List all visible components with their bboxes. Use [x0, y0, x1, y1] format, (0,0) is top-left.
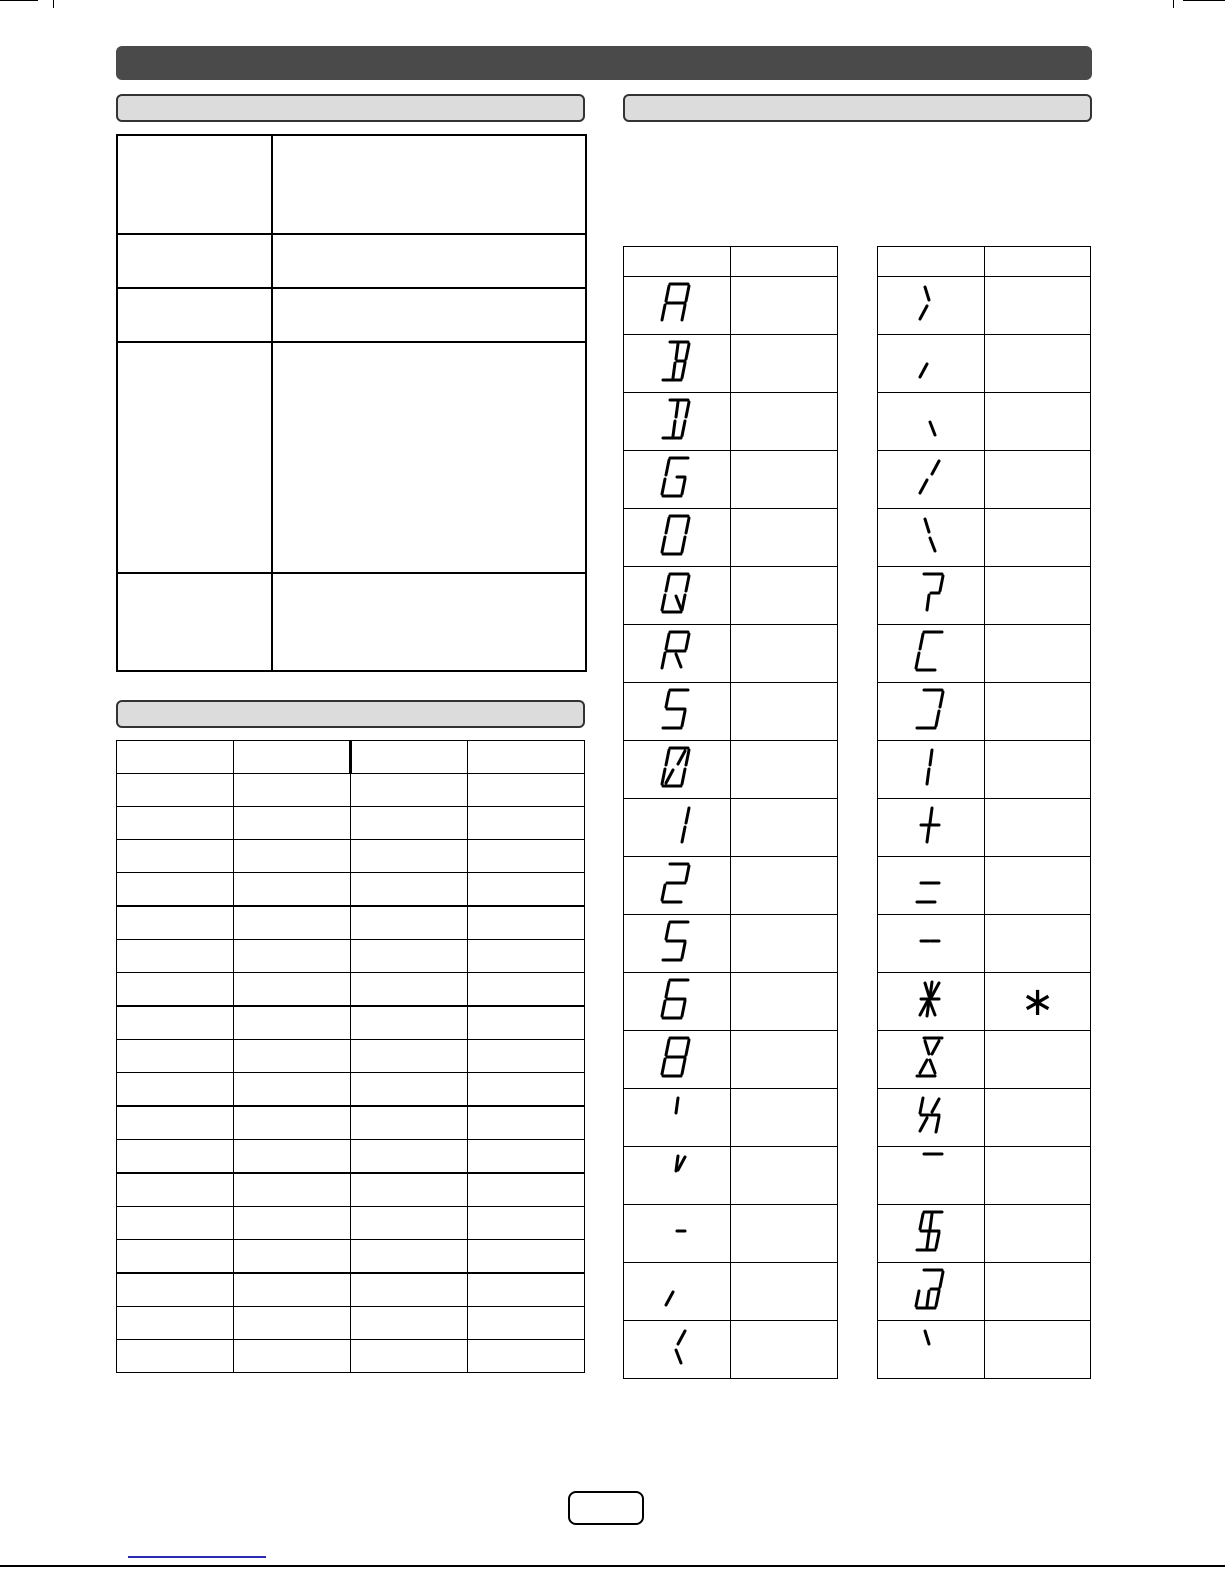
display-glyph-cell	[878, 509, 985, 567]
display-glyph-cell	[878, 1147, 985, 1205]
table-cell	[117, 741, 234, 774]
character-cell	[985, 393, 1091, 451]
segment-glyph-G-icon	[657, 454, 697, 500]
table-cell	[351, 1140, 468, 1174]
table-cell	[468, 1240, 585, 1274]
table-cell	[117, 1073, 234, 1107]
spec-label	[117, 234, 272, 288]
table-row	[117, 840, 585, 873]
char-table-right	[877, 246, 1091, 1379]
char-row	[624, 799, 838, 857]
char-row	[878, 1205, 1091, 1263]
table-cell	[468, 1340, 585, 1373]
table-cell	[234, 873, 351, 907]
table-cell	[351, 873, 468, 907]
segment-glyph-tick-icon	[911, 1324, 951, 1370]
table-row	[117, 1106, 585, 1140]
spec-value	[272, 135, 586, 234]
char-row	[624, 1263, 838, 1321]
page-title-bar	[116, 46, 1092, 80]
character-cell	[985, 277, 1091, 335]
display-glyph-cell	[878, 973, 985, 1031]
segment-glyph-plus-icon	[911, 802, 951, 848]
table-row	[117, 1006, 585, 1040]
segment-glyph-dash-icon	[657, 1208, 697, 1254]
display-glyph-cell	[624, 625, 731, 683]
character-cell	[731, 799, 838, 857]
character-cell	[985, 1089, 1091, 1147]
display-glyph-cell	[624, 1205, 731, 1263]
segment-glyph-star-icon	[911, 976, 951, 1022]
character-cell	[731, 973, 838, 1031]
table-cell	[351, 1040, 468, 1073]
display-glyph-cell	[624, 857, 731, 915]
column-header	[985, 247, 1091, 277]
character-cell	[731, 1089, 838, 1147]
table-cell	[468, 741, 585, 774]
char-row	[624, 1031, 838, 1089]
char-row	[878, 683, 1091, 741]
table-cell	[351, 906, 468, 940]
segment-glyph-question-icon	[911, 570, 951, 616]
table-cell	[351, 1240, 468, 1274]
segment-glyph-minus-icon	[911, 918, 951, 964]
table-cell	[468, 1273, 585, 1307]
table-row	[117, 940, 585, 973]
table-cell	[351, 973, 468, 1007]
char-row	[878, 1089, 1091, 1147]
char-row	[624, 335, 838, 393]
column-header	[731, 247, 838, 277]
segment-glyph-S-icon	[657, 686, 697, 732]
display-glyph-cell	[878, 567, 985, 625]
table-cell	[234, 1040, 351, 1073]
display-glyph-cell	[878, 1263, 985, 1321]
character-cell	[985, 973, 1091, 1031]
char-row	[878, 915, 1091, 973]
section-header-left-bottom	[116, 700, 585, 728]
char-row	[624, 625, 838, 683]
display-glyph-cell	[624, 451, 731, 509]
table-cell	[117, 1040, 234, 1073]
display-glyph-cell	[878, 915, 985, 973]
table-cell	[468, 1307, 585, 1340]
character-label: ∗	[1020, 978, 1055, 1025]
char-row	[878, 277, 1091, 335]
character-cell	[985, 1205, 1091, 1263]
table-cell	[351, 1307, 468, 1340]
table-cell	[351, 1173, 468, 1207]
table-row	[117, 873, 585, 907]
table-cell	[468, 940, 585, 973]
segment-glyph-5-icon	[657, 918, 697, 964]
table-cell	[234, 1006, 351, 1040]
character-cell	[731, 1205, 838, 1263]
table-cell	[468, 1073, 585, 1107]
character-cell	[731, 567, 838, 625]
character-cell	[731, 1147, 838, 1205]
char-row	[624, 509, 838, 567]
character-cell	[985, 741, 1091, 799]
character-cell	[731, 1263, 838, 1321]
segment-glyph-A-icon	[657, 280, 697, 326]
char-row	[878, 1321, 1091, 1379]
character-cell	[985, 1263, 1091, 1321]
crop-mark	[0, 0, 38, 1]
display-glyph-cell	[878, 741, 985, 799]
character-cell	[731, 1031, 838, 1089]
char-row	[624, 393, 838, 451]
table-cell	[234, 807, 351, 840]
segment-glyph-comma-icon	[657, 1266, 697, 1312]
table-row	[117, 1040, 585, 1073]
display-glyph-cell	[878, 335, 985, 393]
char-table-left	[623, 246, 838, 1379]
char-table-header	[624, 247, 838, 277]
table-cell	[117, 1240, 234, 1274]
table-cell	[468, 774, 585, 807]
char-row	[624, 915, 838, 973]
table-row	[117, 807, 585, 840]
character-cell	[985, 1321, 1091, 1379]
table-cell	[468, 840, 585, 873]
character-cell	[985, 1147, 1091, 1205]
table-cell	[117, 1140, 234, 1174]
table-cell	[117, 807, 234, 840]
segment-glyph-percent-icon	[911, 1092, 951, 1138]
char-row	[624, 1089, 838, 1147]
segment-glyph-dollar-icon	[911, 1208, 951, 1254]
table-cell	[234, 1140, 351, 1174]
table-cell	[351, 1207, 468, 1240]
display-glyph-cell	[624, 509, 731, 567]
table-cell	[351, 1340, 468, 1373]
segment-glyph-paren-open-icon	[657, 1324, 697, 1370]
table-cell	[117, 1273, 234, 1307]
segment-glyph-8-icon	[657, 1034, 697, 1080]
table-row	[117, 1207, 585, 1240]
table-cell	[351, 807, 468, 840]
column-header	[878, 247, 985, 277]
char-row	[878, 451, 1091, 509]
segment-glyph-at-icon	[911, 1266, 951, 1312]
spec-row	[117, 288, 586, 342]
character-cell	[731, 741, 838, 799]
display-glyph-cell	[624, 915, 731, 973]
segment-glyph-paren-close-icon	[911, 280, 951, 326]
character-cell	[731, 509, 838, 567]
table-cell	[351, 1106, 468, 1140]
char-row	[624, 277, 838, 335]
section-header-left-top	[116, 94, 585, 122]
table-cell	[117, 973, 234, 1007]
char-row	[624, 683, 838, 741]
table-cell	[117, 840, 234, 873]
display-glyph-cell	[878, 1205, 985, 1263]
character-cell	[985, 857, 1091, 915]
character-cell	[731, 857, 838, 915]
segment-glyph-6-icon	[657, 976, 697, 1022]
display-glyph-cell	[624, 393, 731, 451]
segment-glyph-apostrophe-icon	[657, 1092, 697, 1138]
table-cell	[468, 1140, 585, 1174]
display-glyph-cell	[878, 277, 985, 335]
character-cell	[731, 277, 838, 335]
display-glyph-cell	[878, 857, 985, 915]
spec-value	[272, 234, 586, 288]
segment-glyph-Q-icon	[657, 570, 697, 616]
segment-glyph-B-icon	[657, 338, 697, 384]
display-glyph-cell	[624, 1089, 731, 1147]
segment-glyph-slash-icon	[911, 454, 951, 500]
table-cell	[117, 1006, 234, 1040]
spec-label	[117, 288, 272, 342]
character-cell	[731, 915, 838, 973]
table-cell	[351, 940, 468, 973]
spec-table	[116, 134, 587, 672]
spec-label	[117, 342, 272, 573]
table-cell	[234, 1106, 351, 1140]
display-glyph-cell	[624, 799, 731, 857]
table-cell	[117, 1173, 234, 1207]
table-cell	[351, 1273, 468, 1307]
table-cell	[234, 940, 351, 973]
table-cell	[234, 1073, 351, 1107]
table-row	[117, 774, 585, 807]
table-cell	[117, 1340, 234, 1373]
segment-glyph-bracket-close-icon	[911, 686, 951, 732]
section-header-right	[623, 94, 1092, 122]
table-cell	[351, 840, 468, 873]
display-glyph-cell	[624, 1031, 731, 1089]
segment-glyph-2-icon	[657, 860, 697, 906]
spec-row	[117, 135, 586, 234]
table-cell	[468, 1040, 585, 1073]
display-glyph-cell	[624, 1263, 731, 1321]
character-cell	[731, 335, 838, 393]
char-row	[878, 1263, 1091, 1321]
char-row	[624, 973, 838, 1031]
character-cell	[985, 509, 1091, 567]
footer-rule	[0, 1565, 1225, 1567]
spec-label	[117, 573, 272, 671]
segment-glyph-R-icon	[657, 628, 697, 674]
segment-glyph-backslash-icon	[911, 512, 951, 558]
character-cell	[985, 799, 1091, 857]
char-row	[624, 741, 838, 799]
table-row	[117, 1140, 585, 1174]
table-cell	[234, 1340, 351, 1373]
char-row	[878, 625, 1091, 683]
character-cell	[985, 335, 1091, 393]
table-row	[117, 973, 585, 1007]
table-cell	[117, 873, 234, 907]
table-row	[117, 1240, 585, 1274]
display-glyph-cell	[624, 683, 731, 741]
char-row	[624, 1205, 838, 1263]
table-cell	[234, 1207, 351, 1240]
table-cell	[234, 840, 351, 873]
char-row	[878, 973, 1091, 1031]
char-row	[878, 1031, 1091, 1089]
character-cell	[985, 451, 1091, 509]
table-cell	[117, 1307, 234, 1340]
character-cell	[731, 1321, 838, 1379]
segment-glyph-low-backslash-icon	[911, 396, 951, 442]
char-row	[878, 799, 1091, 857]
char-row	[878, 857, 1091, 915]
table-cell	[351, 741, 468, 774]
table-cell	[468, 906, 585, 940]
display-glyph-cell	[878, 393, 985, 451]
character-cell	[985, 625, 1091, 683]
char-row	[878, 567, 1091, 625]
display-glyph-cell	[624, 567, 731, 625]
table-cell	[117, 906, 234, 940]
char-row	[624, 1321, 838, 1379]
crop-mark	[1173, 0, 1174, 8]
table-cell	[117, 1207, 234, 1240]
segment-glyph-overline-icon	[911, 1150, 951, 1196]
spec-label	[117, 135, 272, 234]
segment-glyph-low-slash-icon	[911, 338, 951, 384]
character-cell	[731, 683, 838, 741]
display-glyph-cell	[878, 1031, 985, 1089]
segment-glyph-bracket-open-icon	[911, 628, 951, 674]
table-cell	[468, 1106, 585, 1140]
char-row	[624, 451, 838, 509]
character-cell	[985, 567, 1091, 625]
display-glyph-cell	[624, 335, 731, 393]
display-glyph-cell	[878, 799, 985, 857]
char-row	[878, 1147, 1091, 1205]
spec-row	[117, 573, 586, 671]
table-cell	[234, 774, 351, 807]
display-glyph-cell	[624, 973, 731, 1031]
segment-glyph-quote-icon	[657, 1150, 697, 1196]
page-number-box	[568, 1491, 644, 1525]
table-row	[117, 906, 585, 940]
segment-glyph-0-icon	[657, 744, 697, 790]
display-glyph-cell	[878, 1321, 985, 1379]
table-cell	[234, 1273, 351, 1307]
char-row	[624, 1147, 838, 1205]
table-cell	[351, 1073, 468, 1107]
table-cell	[468, 873, 585, 907]
table-cell	[234, 741, 351, 774]
spec-value	[272, 288, 586, 342]
spec-row	[117, 234, 586, 288]
table-cell	[234, 906, 351, 940]
char-row	[878, 335, 1091, 393]
column-header	[624, 247, 731, 277]
crop-mark	[1183, 0, 1225, 1]
table-cell	[468, 807, 585, 840]
table-cell	[234, 1240, 351, 1274]
table-cell	[117, 1106, 234, 1140]
table-row	[117, 1273, 585, 1307]
table-cell	[117, 940, 234, 973]
table-row	[117, 1073, 585, 1107]
crop-mark	[53, 0, 54, 8]
display-glyph-cell	[878, 451, 985, 509]
display-glyph-cell	[624, 741, 731, 799]
spec-value	[272, 573, 586, 671]
display-glyph-cell	[878, 1089, 985, 1147]
character-cell	[985, 915, 1091, 973]
char-row	[878, 741, 1091, 799]
char-row	[878, 509, 1091, 567]
footer-link-underline	[128, 1556, 266, 1558]
table-cell	[234, 1173, 351, 1207]
table-cell	[468, 973, 585, 1007]
table-cell	[234, 973, 351, 1007]
table-cell	[468, 1173, 585, 1207]
display-glyph-cell	[624, 1147, 731, 1205]
grid-table	[116, 740, 585, 1373]
char-row	[624, 567, 838, 625]
table-row	[117, 1340, 585, 1373]
table-cell	[351, 1006, 468, 1040]
segment-glyph-equals-icon	[911, 860, 951, 906]
table-cell	[234, 1307, 351, 1340]
character-cell	[731, 625, 838, 683]
segment-glyph-hourglass-icon	[911, 1034, 951, 1080]
character-cell	[731, 451, 838, 509]
spec-value	[272, 342, 586, 573]
segment-glyph-1-icon	[657, 802, 697, 848]
character-cell	[985, 1031, 1091, 1089]
char-row	[624, 857, 838, 915]
character-cell	[731, 393, 838, 451]
table-cell	[468, 1207, 585, 1240]
display-glyph-cell	[624, 1321, 731, 1379]
table-row	[117, 741, 585, 774]
segment-glyph-O-icon	[657, 512, 697, 558]
segment-glyph-bar-icon	[911, 744, 951, 790]
table-cell	[117, 774, 234, 807]
segment-glyph-D-icon	[657, 396, 697, 442]
spec-row	[117, 342, 586, 573]
table-cell	[351, 774, 468, 807]
character-cell	[985, 683, 1091, 741]
display-glyph-cell	[624, 277, 731, 335]
table-row	[117, 1173, 585, 1207]
display-glyph-cell	[878, 625, 985, 683]
char-table-header	[878, 247, 1091, 277]
display-glyph-cell	[878, 683, 985, 741]
table-cell	[468, 1006, 585, 1040]
char-row	[878, 393, 1091, 451]
table-row	[117, 1307, 585, 1340]
